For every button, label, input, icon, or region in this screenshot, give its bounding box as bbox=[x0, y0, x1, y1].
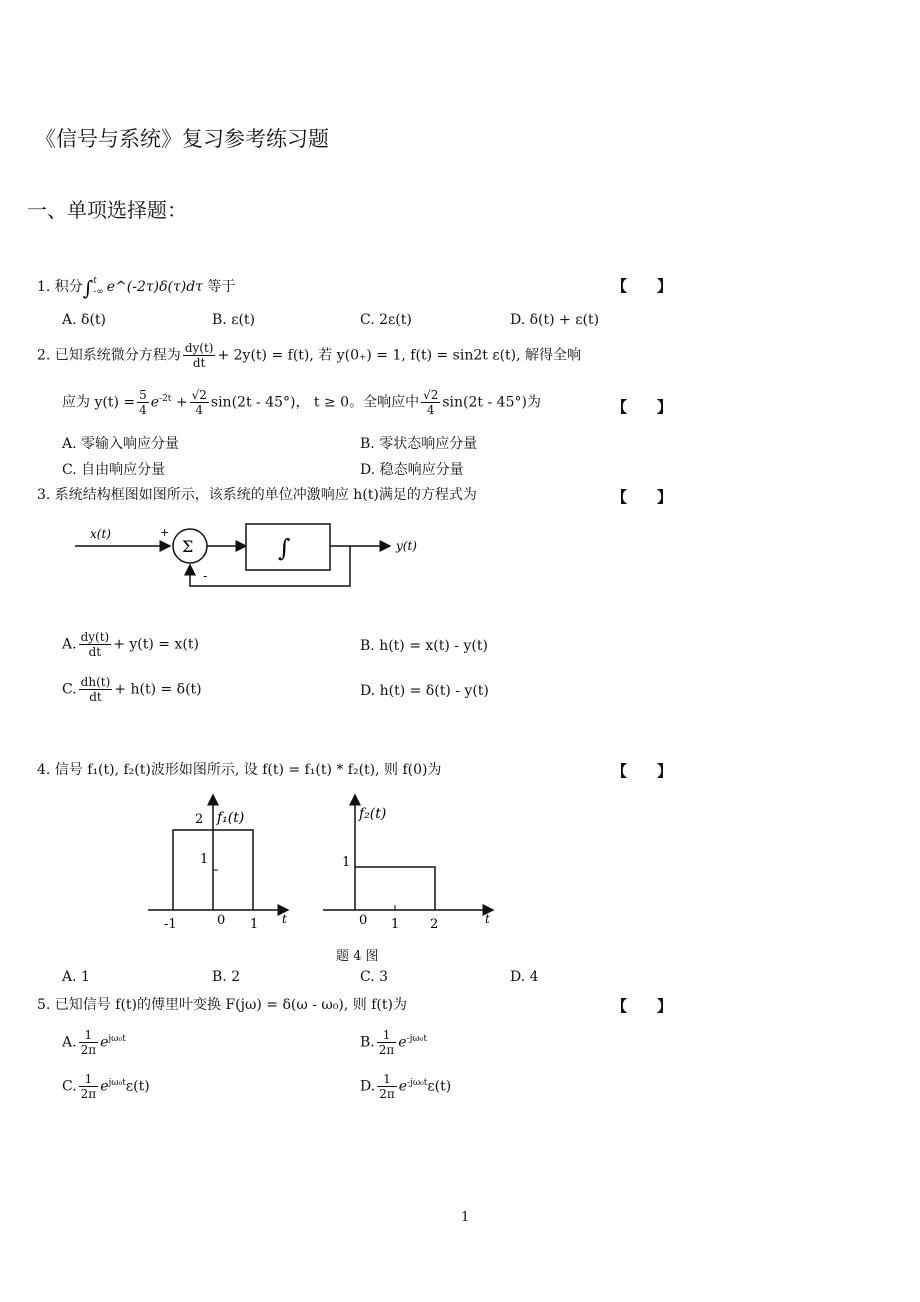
answer-bracket-q5[interactable]: 【 】 bbox=[612, 997, 673, 1015]
q3-option-c[interactable]: C. $\frac{dh(t)}{dt}$ + h(t) = δ(t) bbox=[62, 675, 202, 704]
graph-f2 bbox=[323, 795, 493, 932]
f2-xtick-0: 0 bbox=[359, 913, 368, 928]
f2-tick-1: 1 bbox=[342, 855, 351, 870]
figure-caption: 题 4 图 bbox=[336, 949, 379, 964]
sum-symbol: Σ bbox=[182, 537, 194, 556]
answer-bracket-q1[interactable]: 【 】 bbox=[612, 277, 673, 295]
q2-option-c[interactable]: C. 自由响应分量 bbox=[62, 462, 166, 478]
q4-option-d[interactable]: D. 4 bbox=[510, 969, 539, 985]
q5-option-a[interactable]: A. $\frac{1}{2\pi}$ $e^{j\omega_0t}$ bbox=[62, 1028, 126, 1057]
q2-option-b[interactable]: B. 零状态响应分量 bbox=[360, 436, 478, 452]
f1-xtick-1: 1 bbox=[250, 917, 259, 932]
q5-option-d[interactable]: D. $\frac{1}{2\pi}$ $e^{-j\omega_0t}\varepsilon(t)$ bbox=[360, 1072, 452, 1101]
answer-bracket-q3[interactable]: 【 】 bbox=[612, 488, 673, 506]
f1-label: f₁(t) bbox=[217, 810, 245, 826]
q2-option-d[interactable]: D. 稳态响应分量 bbox=[360, 462, 464, 478]
f1-axis-label: t bbox=[282, 912, 287, 926]
f2-label: f₂(t) bbox=[359, 806, 387, 822]
question-1: 1. 积分∫t -∞ e^(-2τ)δ(τ)dτ 等于 bbox=[37, 276, 236, 300]
q1-option-c[interactable]: C. 2ε(t) bbox=[360, 312, 412, 328]
q3-option-b[interactable]: B. h(t) = x(t) - y(t) bbox=[360, 638, 488, 654]
f1-tick-1: 1 bbox=[200, 852, 209, 867]
f2-axis-label: t bbox=[485, 912, 490, 926]
f2-xtick-2: 2 bbox=[430, 917, 439, 932]
page-number: 1 bbox=[461, 1210, 470, 1225]
output-label: y(t) bbox=[396, 539, 417, 553]
minus-sign: - bbox=[203, 569, 208, 584]
question-5: 5. 已知信号 f(t)的傅里叶变换 F(jω) = δ(ω - ω₀), 则 f(t)为 bbox=[37, 997, 407, 1013]
document-title: 《信号与系统》复习参考练习题 bbox=[35, 127, 329, 151]
graph-f1 bbox=[148, 795, 288, 932]
section-heading: 一、单项选择题： bbox=[27, 198, 187, 222]
input-label: x(t) bbox=[90, 527, 111, 541]
q4-option-c[interactable]: C. 3 bbox=[360, 969, 389, 985]
question-3: 3. 系统结构框图如图所示，该系统的单位冲激响应 h(t)满足的方程式为 bbox=[37, 487, 477, 503]
q5-option-c[interactable]: C. $\frac{1}{2\pi}$ $e^{j\omega_0t}\varepsilon(t)$ bbox=[62, 1072, 150, 1101]
q3-option-d[interactable]: D. h(t) = δ(t) - y(t) bbox=[360, 683, 489, 699]
question-2-line-1: 2. 已知系统微分方程为 $\frac{dy(t)}{dt}$ + 2y(t) = f(t), 若 y(0₊) = 1, f(t) = sin2t ε(t), 解得全响 bbox=[37, 341, 582, 370]
waveform-graphs bbox=[140, 790, 510, 940]
q3-option-a[interactable]: A. $\frac{dy(t)}{dt}$ + y(t) = x(t) bbox=[62, 630, 199, 659]
f1-xtick-neg1: -1 bbox=[164, 917, 177, 932]
q1-option-b[interactable]: B. ε(t) bbox=[212, 312, 255, 328]
question-4: 4. 信号 f₁(t), f₂(t)波形如图所示, 设 f(t) = f₁(t) * f₂(t), 则 f(0)为 bbox=[37, 762, 442, 778]
integral-symbol: ∫ bbox=[278, 534, 291, 562]
question-2-line-2: 应为 y(t) = $\frac{5}{4}$ $e^{-2t}$ + $\frac{√2}{4}$ sin(2t - 45°)， t ≥ 0。全响应中 $\frac{√2}{4}$ sin(2t - 45°)为 bbox=[62, 388, 541, 417]
f1-xtick-0: 0 bbox=[217, 913, 226, 928]
f1-tick-2: 2 bbox=[195, 812, 204, 827]
q4-option-a[interactable]: A. 1 bbox=[62, 969, 90, 985]
f2-pulse bbox=[355, 867, 435, 910]
block-diagram bbox=[70, 510, 430, 610]
answer-bracket-q4[interactable]: 【 】 bbox=[612, 762, 673, 780]
q1-option-d[interactable]: D. δ(t) + ε(t) bbox=[510, 312, 600, 328]
q5-option-b[interactable]: B. $\frac{1}{2\pi}$ $e^{-j\omega_0t}$ bbox=[360, 1028, 427, 1057]
q1-option-a[interactable]: A. δ(t) bbox=[62, 312, 106, 328]
plus-sign: + bbox=[160, 526, 170, 539]
answer-bracket-q2[interactable]: 【 】 bbox=[612, 398, 673, 416]
f2-xtick-1: 1 bbox=[391, 917, 400, 932]
q2-option-a[interactable]: A. 零输入响应分量 bbox=[62, 436, 180, 452]
q4-option-b[interactable]: B. 2 bbox=[212, 969, 241, 985]
